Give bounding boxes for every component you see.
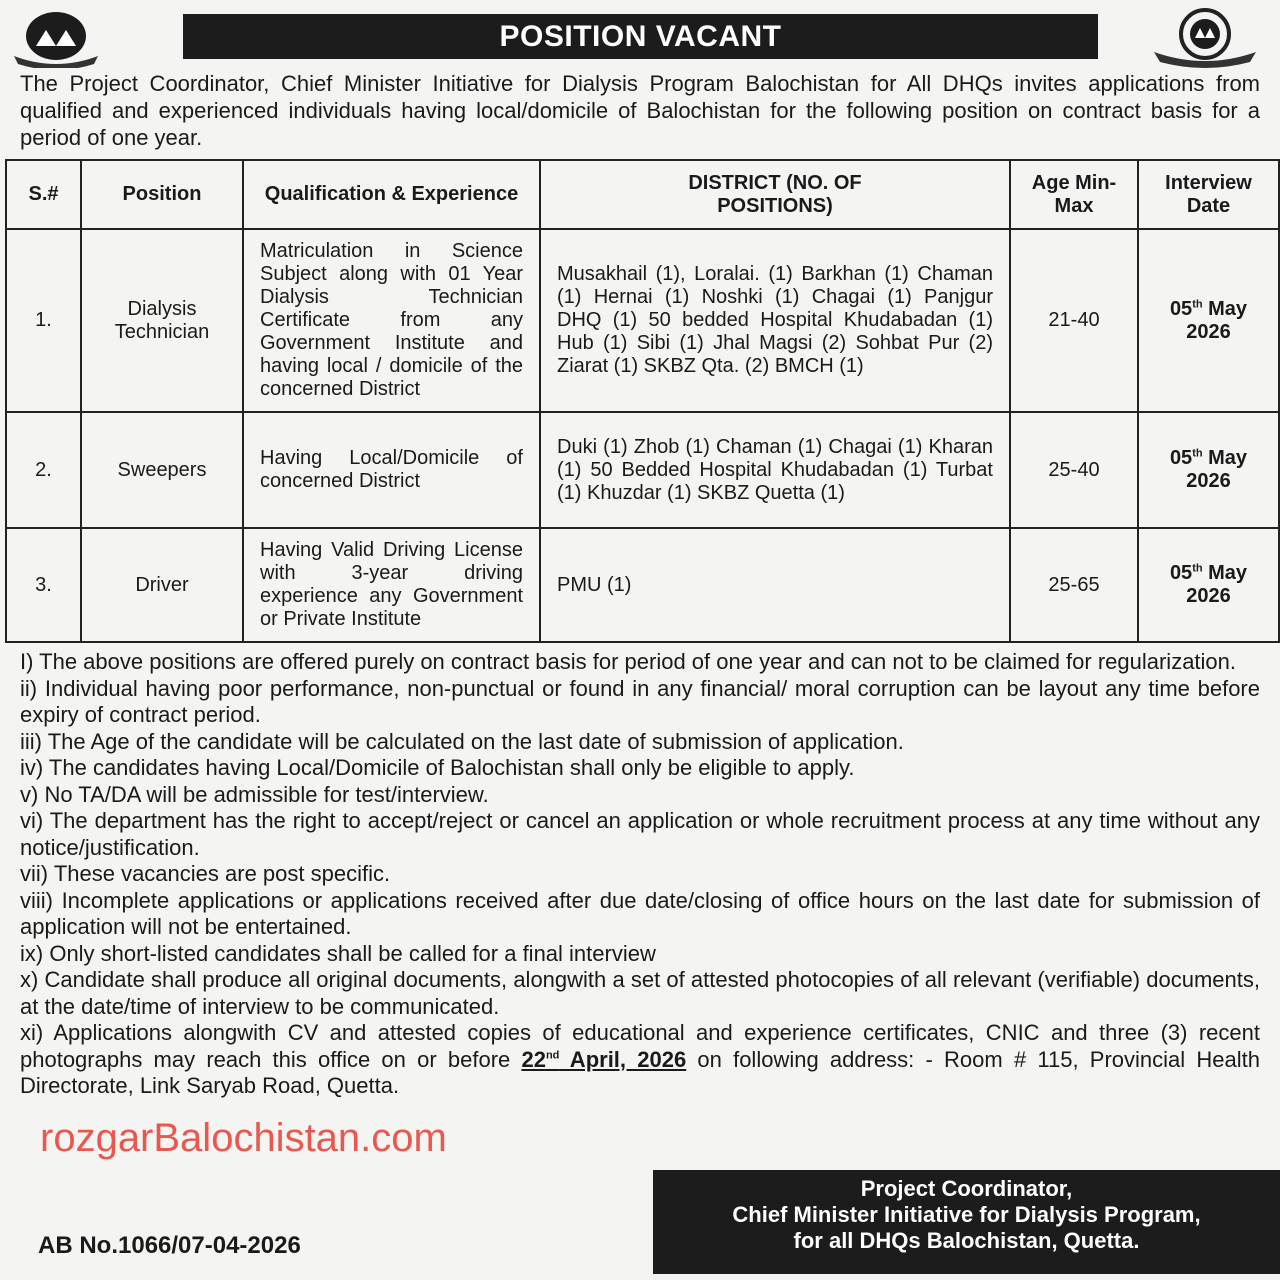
note-item: v) No TA/DA will be admissible for test/interview. — [20, 781, 489, 807]
submission-text: xi) Applications alongwith CV and attested copies of educational and experience certificates, CNIC and three (3) recent photographs may reach this office on or before — [20, 1020, 1260, 1072]
age-range: 25-40 — [1010, 412, 1138, 528]
header-interview-date: Interview Date — [1138, 160, 1279, 229]
date-rest: May 2026 — [1186, 562, 1248, 607]
deadline-day: 22 — [521, 1046, 546, 1072]
date-suffix: th — [1192, 447, 1203, 460]
qualification: Having Local/Domicile of concerned District — [243, 412, 540, 528]
header-age: Age Min-Max — [1010, 160, 1138, 229]
positions-table — [5, 159, 1280, 643]
note-item: x) Candidate shall produce all original documents, alongwith a set of attested photocopies of all relevant (verifiable) documents, at the date/time of interview to be communicated. — [20, 967, 1260, 1019]
date-day: 05 — [1169, 562, 1193, 584]
note-item: I) The above positions are offered purely on contract basis for period of one year and can not to be claimed for regularization. — [20, 649, 1237, 674]
interview-date — [1138, 229, 1279, 412]
note-item: vi) The department has the right to accept/reject or cancel an application or whole recruitment process at any time without any notice/justification. — [20, 808, 1260, 860]
issuer-line: Chief Minister Initiative for Dialysis Program, — [732, 1201, 1201, 1227]
position: Sweepers — [81, 412, 243, 528]
health-department-emblem-right — [1150, 8, 1260, 68]
page-footer — [0, 1170, 1280, 1274]
note-item: viii) Incomplete applications or applications received after due date/closing of office hours on the last date for submission of application will not be entertained. — [20, 887, 1260, 939]
date-day: 05 — [1169, 447, 1193, 469]
age-range: 25-65 — [1010, 528, 1138, 642]
header-sno: S.# — [6, 160, 81, 229]
note-item-submission — [20, 1020, 1260, 1100]
issuer-line: Project Coordinator, — [860, 1175, 1073, 1201]
intro-paragraph: The Project Coordinator, Chief Minister Initiative for Dialysis Program Balochistan for All DHQs invites applications from qualified and experienced individuals having local/domicile of Balochistan for the following position on contract basis for a period of one year. — [20, 71, 1260, 150]
district: Musakhail (1), Loralai. (1) Barkhan (1) Chaman (1) Hernai (1) Noshki (1) Chagai (1) Panjgur DHQ (1) 50 bedded Hospital Khudabadan (1) Hub (1) Sibi (1) Jhal Magsi (2) Sohbat Pur (2) Ziarat (1) SKBZ Qta. (2) BMCH (1) — [540, 229, 1010, 412]
district: PMU (1) — [540, 528, 1010, 642]
date-rest: May 2026 — [1186, 297, 1248, 343]
note-item: vii) These vacancies are post specific. — [20, 861, 391, 886]
interview-date — [1138, 412, 1279, 528]
deadline-suffix: nd — [545, 1049, 560, 1062]
note-item: ix) Only short-listed candidates shall be called for a final interview — [20, 940, 656, 966]
header-district: DISTRICT (NO. OF POSITIONS) — [540, 160, 1010, 229]
position: Dialysis Technician — [81, 229, 243, 412]
terms-and-conditions — [20, 649, 1260, 1100]
date-rest: May 2026 — [1186, 447, 1248, 492]
page-title: POSITION VACANT — [183, 14, 1098, 59]
submission-deadline — [521, 1047, 686, 1072]
sno: 2. — [6, 412, 81, 528]
qualification: Matriculation in Science Subject along with 01 Year Dialysis Technician Certificate from any Government Institute and having local / domicile of the concerned District — [243, 229, 540, 412]
table-row — [6, 528, 1279, 642]
issuer-line: for all DHQs Balochistan, Quetta. — [793, 1227, 1140, 1253]
date-suffix: th — [1192, 562, 1203, 575]
note-item: iv) The candidates having Local/Domicile of Balochistan shall only be eligible to apply. — [20, 755, 855, 780]
table-row — [6, 412, 1279, 528]
date-day: 05 — [1169, 297, 1193, 320]
table-header-row — [6, 160, 1279, 229]
table-row — [6, 229, 1279, 412]
watermark: rozgarBalochistan.com — [40, 1115, 447, 1160]
position: Driver — [81, 528, 243, 642]
age-range: 21-40 — [1010, 229, 1138, 412]
sno: 3. — [6, 528, 81, 642]
note-item: ii) Individual having poor performance, non-punctual or found in any financial/ moral corruption can be layout any time before expiry of contract period. — [20, 675, 1260, 727]
page-header — [0, 0, 1280, 64]
submission-address: on following address: - Room # 115, Provincial Health Directorate, Link Saryab Road, Quetta. — [20, 1046, 1260, 1098]
deadline-rest: April, 2026 — [559, 1046, 687, 1072]
district: Duki (1) Zhob (1) Chaman (1) Chagai (1) Kharan (1) 50 Bedded Hospital Khudabadan (1) Turbat (1) Khuzdar (1) SKBZ Quetta (1) — [540, 412, 1010, 528]
interview-date — [1138, 528, 1279, 642]
note-item: iii) The Age of the candidate will be calculated on the last date of submission of application. — [20, 728, 904, 754]
header-qualification: Qualification & Experience — [243, 160, 540, 229]
qualification: Having Valid Driving License with 3-year driving experience any Government or Private Institute — [243, 528, 540, 642]
ab-number: AB No.1066/07-04-2026 — [38, 1231, 301, 1259]
issuer-signature-block — [653, 1170, 1280, 1274]
sno: 1. — [6, 229, 81, 412]
date-suffix: th — [1192, 297, 1203, 310]
balochistan-emblem-left — [8, 8, 104, 68]
header-position: Position — [81, 160, 243, 229]
